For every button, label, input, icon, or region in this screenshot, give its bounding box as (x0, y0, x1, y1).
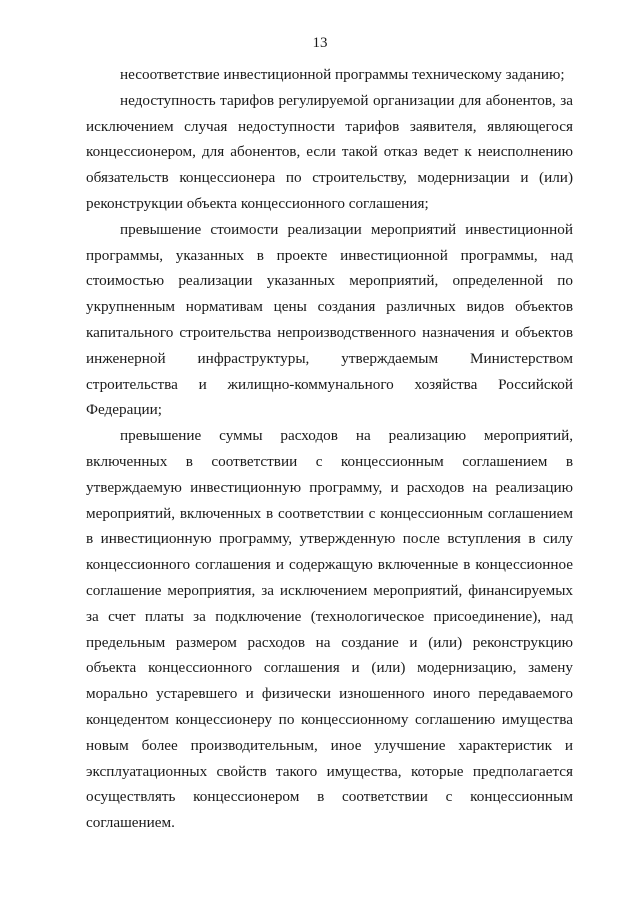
paragraph: недоступность тарифов регулируемой организации для абонентов, за исключением случая недоступности тарифов заявителя, являющегося концессионером, для абонентов, если такой отказ ведет к неисполнению обязательств концессионера по строительству, модернизации и (или) реконструкции объекта концессионного соглашения; (86, 91, 573, 212)
paragraph: несоответствие инвестиционной программы техническому заданию; (120, 66, 565, 83)
page-number: 13 (312, 35, 328, 51)
document-body (86, 62, 573, 836)
paragraph: превышение суммы расходов на реализацию мероприятий, включенных в соответствии с концессионным соглашением в утверждаемую инвестиционную программу, и расходов на реализацию мероприятий, включенных в соответствии с концессионным соглашением в инвестиционную программу, утвержденную после вступления в силу концессионного соглашения и содержащую включенные в концессионное соглашение мероприятия, за исключением мероприятий, финансируемых за счет платы за подключение (технологическое присоединение), над предельным размером расходов на создание и (или) реконструкцию объекта концессионного соглашения и (или) модернизацию, замену морально устаревшего и физически изношенного иного передаваемого концедентом концессионеру по концессионному соглашению имущества новым более производительным, иное улучшение характеристик и эксплуатационных свойств такого имущества, которые предполагается осуществлять концессионером в соответствии с концессионным соглашением. (86, 427, 573, 832)
paragraph: превышение стоимости реализации мероприятий инвестиционной программы, указанных в проекте инвестиционной программы, над стоимостью реализации указанных мероприятий, определенной по укрупненным нормативам цены создания различных видов объектов капитального строительства непроизводственного назначения и объектов инженерной инфраструктуры, утверждаемым Министерством строительства и жилищно-коммунального хозяйства Российской Федерации; (86, 220, 573, 419)
